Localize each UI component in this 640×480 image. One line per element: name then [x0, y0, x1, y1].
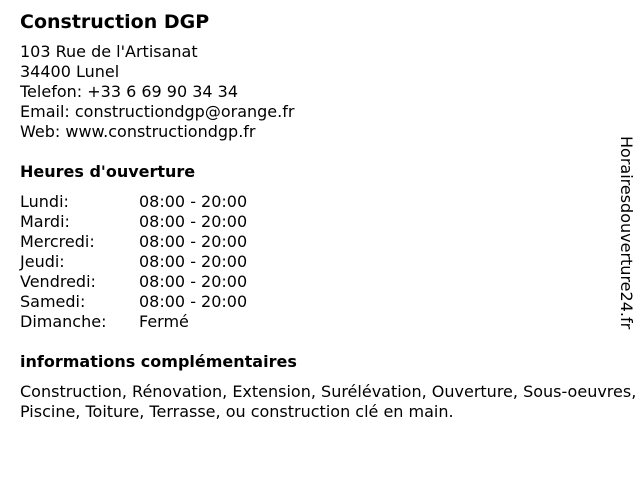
hours-row-mardi [20, 212, 632, 232]
hours-time: 08:00 - 20:00 [139, 192, 248, 211]
email-line: Email: constructiondgp@orange.fr [20, 102, 295, 121]
hours-row-mercredi [20, 232, 632, 252]
additional-info-text: Construction, Rénovation, Extension, Surélévation, Ouverture, Sous-oeuvres, Piscine, Toiture, Terrasse, ou construction clé en main. [20, 382, 637, 421]
website-line: Web: www.constructiondgp.fr [20, 122, 256, 141]
opening-hours-list [20, 192, 632, 332]
hours-time: 08:00 - 20:00 [139, 252, 248, 271]
hours-row-samedi [20, 292, 632, 312]
postal-city: 34400 Lunel [20, 62, 120, 81]
hours-day: Mercredi: [20, 232, 95, 251]
phone-line: Telefon: +33 6 69 90 34 34 [20, 82, 239, 101]
site-watermark: Horairesdouverture24.fr [617, 136, 636, 330]
hours-day: Lundi: [20, 192, 69, 211]
additional-info-heading: informations complémentaires [20, 352, 297, 371]
hours-time: Fermé [139, 312, 189, 331]
business-name: Construction DGP [20, 11, 210, 33]
hours-day: Vendredi: [20, 272, 96, 291]
hours-row-jeudi [20, 252, 632, 272]
hours-time: 08:00 - 20:00 [139, 232, 248, 251]
hours-row-dimanche [20, 312, 632, 332]
hours-day: Jeudi: [20, 252, 65, 271]
hours-row-lundi [20, 192, 632, 212]
hours-day: Mardi: [20, 212, 70, 231]
hours-time: 08:00 - 20:00 [139, 212, 248, 231]
hours-row-vendredi [20, 272, 632, 292]
opening-hours-heading: Heures d'ouverture [20, 162, 196, 181]
hours-day: Dimanche: [20, 312, 107, 331]
hours-day: Samedi: [20, 292, 86, 311]
business-card [20, 10, 637, 422]
hours-time: 08:00 - 20:00 [139, 292, 248, 311]
address-block [20, 42, 632, 142]
street-address: 103 Rue de l'Artisanat [20, 42, 198, 61]
hours-time: 08:00 - 20:00 [139, 272, 248, 291]
